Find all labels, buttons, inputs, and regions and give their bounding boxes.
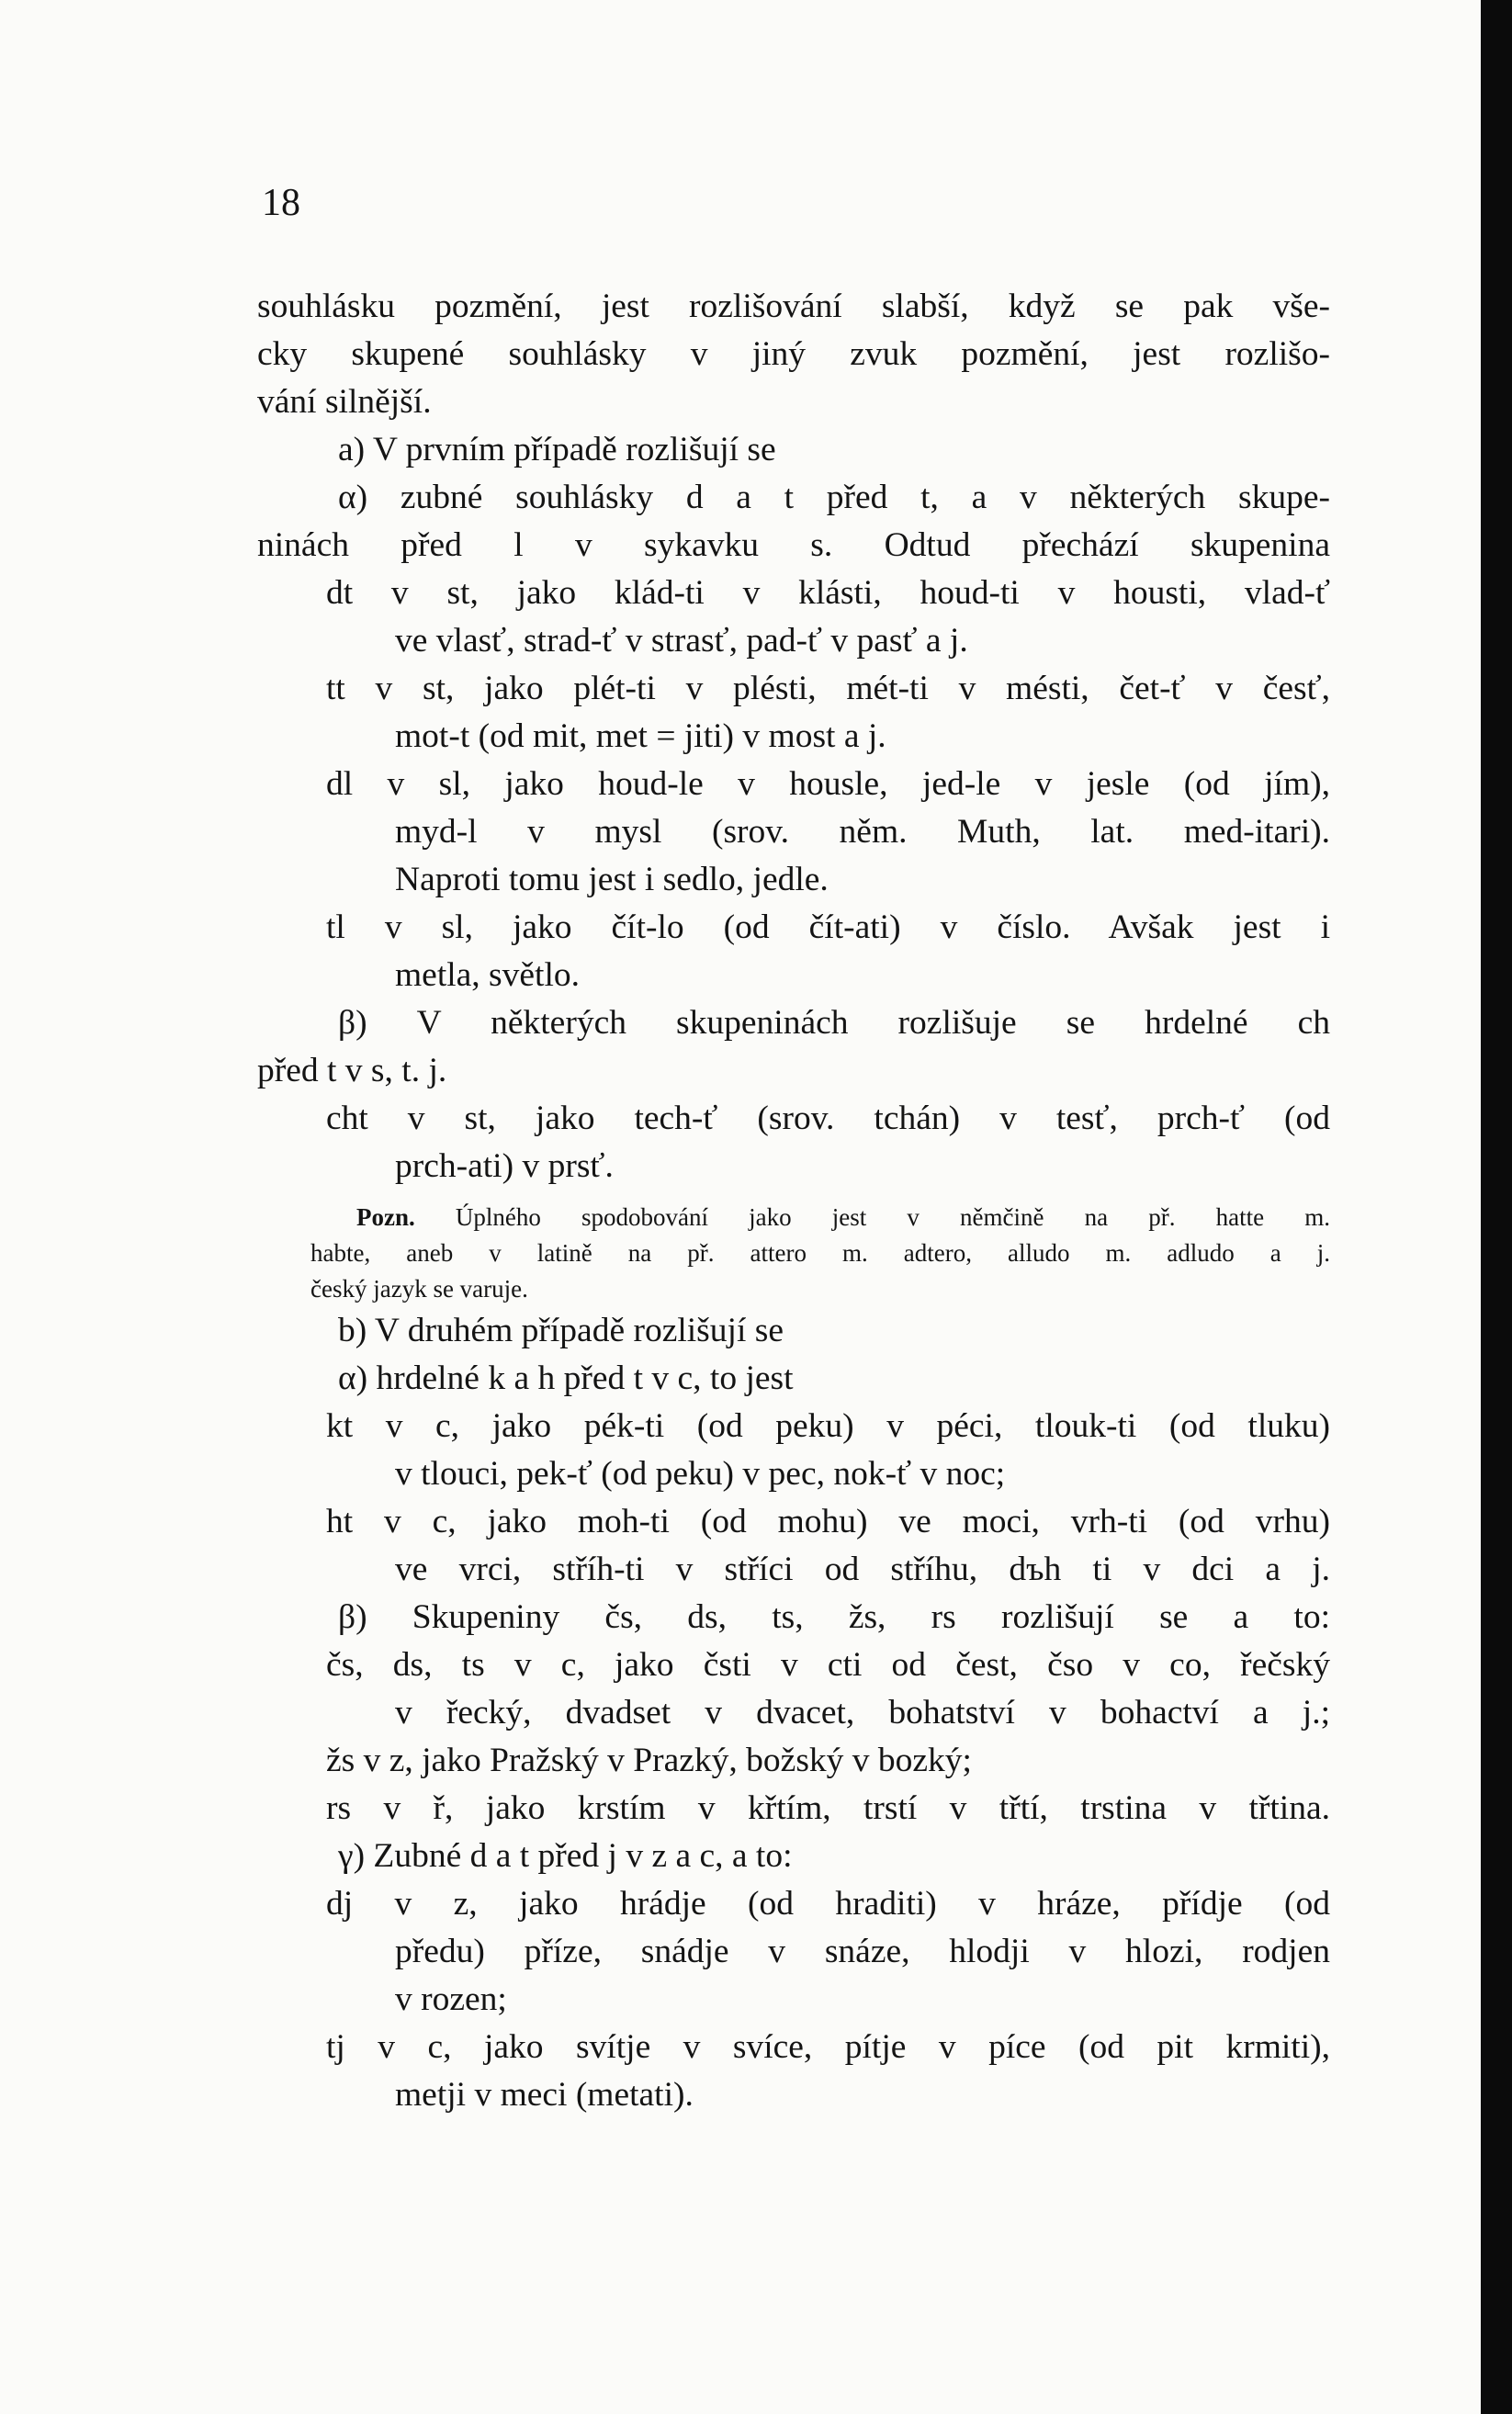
text-line: dl v sl, jako houd-le v housle, jed-le v jesle (od jím), [326, 765, 1330, 803]
text-line: tt v st, jako plét-ti v plésti, mét-ti v mésti, čet-ť v česť, [326, 670, 1330, 707]
text-line: před t v s, t. j. [257, 1052, 447, 1089]
text-line: rs v ř, jako krstím v křtím, trstí v třtí, trstina v třtina. [326, 1789, 1330, 1827]
text-line: v rozen; [395, 1980, 507, 2018]
text-line: vání silnější. [257, 383, 432, 421]
text-line: γ) Zubné d a t před j v z a c, a to: [338, 1837, 793, 1875]
text-line: žs v z, jako Pražský v Prazký, božský v bozký; [326, 1742, 972, 1779]
text-line: předu) příze, snádje v snáze, hlodji v hlozi, rodjen [395, 1933, 1330, 1970]
text-line: cky skupené souhlásky v jiný zvuk pozmění, jest rozlišo- [257, 335, 1330, 373]
text-line: dt v st, jako klád-ti v klásti, houd-ti v housti, vlad-ť [326, 574, 1330, 612]
text-line: α) zubné souhlásky d a t před t, a v některých skupe- [338, 479, 1330, 516]
text-block-main [257, 283, 1330, 1190]
text-line: myd-l v mysl (srov. něm. Muth, lat. med-itari). [395, 813, 1330, 851]
text-line: α) hrdelné k a h před t v c, to jest [338, 1359, 794, 1397]
text-line: v tlouci, pek-ť (od peku) v pec, nok-ť v noc; [395, 1455, 1006, 1493]
page-number: 18 [262, 182, 300, 224]
footnote-block [257, 1190, 1330, 1307]
text-line: a) V prvním případě rozlišují se [338, 431, 776, 468]
text-line: ve vrci, stříh-ti v stříci od stříhu, dъh ti v dci a j. [395, 1551, 1330, 1588]
text-line: mot-t (od mit, met = jiti) v most a j. [395, 717, 886, 755]
text-line: souhlásku pozmění, jest rozlišování slabší, když se pak vše- [257, 288, 1330, 325]
text-line: metji v meci (metati). [395, 2076, 694, 2114]
text-line: čs, ds, ts v c, jako čsti v cti od čest, čso v co, řečský [326, 1646, 1330, 1684]
text-line: b) V druhém případě rozlišují se [338, 1312, 784, 1349]
text-line: tj v c, jako svítje v svíce, pítje v píce (od pit krmiti), [326, 2028, 1330, 2066]
body-text [257, 283, 1330, 2119]
text-line: metla, světlo. [395, 956, 580, 994]
text-line: ninách před l v sykavku s. Odtud přechází skupenina [257, 526, 1330, 564]
text-block-second [257, 1307, 1330, 2119]
note-label: Pozn. [356, 1203, 415, 1231]
text-line: ht v c, jako moh-ti (od mohu) ve moci, vrh-ti (od vrhu) [326, 1503, 1330, 1540]
text-line: β) V některých skupeninách rozlišuje se hrdelné ch [338, 1004, 1330, 1042]
text-line: Naproti tomu jest i sedlo, jedle. [395, 861, 829, 898]
note-line: český jazyk se varuje. [310, 1275, 528, 1303]
text-line: dj v z, jako hrádje (od hraditi) v hráze, přídje (od [326, 1885, 1330, 1923]
text-line: cht v st, jako tech-ť (srov. tchán) v tesť, prch-ť (od [326, 1100, 1330, 1137]
text-line: kt v c, jako pék-ti (od peku) v péci, tlouk-ti (od tluku) [326, 1407, 1330, 1445]
note-line: habte, aneb v latině na př. attero m. adtero, alludo m. adludo a j. [310, 1239, 1330, 1267]
text-line: ve vlasť, strad-ť v strasť, pad-ť v pasť a j. [395, 622, 968, 660]
text-line: prch-ati) v prsť. [395, 1147, 614, 1185]
text-line: β) Skupeniny čs, ds, ts, žs, rs rozlišují se a to: [338, 1598, 1330, 1636]
note-line [257, 1200, 1330, 1235]
text-line: v řecký, dvadset v dvacet, bohatství v bohactví a j.; [395, 1694, 1330, 1732]
note-text: Úplného spodobování jako jest v němčině na př. hatte m. [455, 1203, 1331, 1231]
text-line: tl v sl, jako čít-lo (od čít-ati) v číslo. Avšak jest i [326, 908, 1330, 946]
